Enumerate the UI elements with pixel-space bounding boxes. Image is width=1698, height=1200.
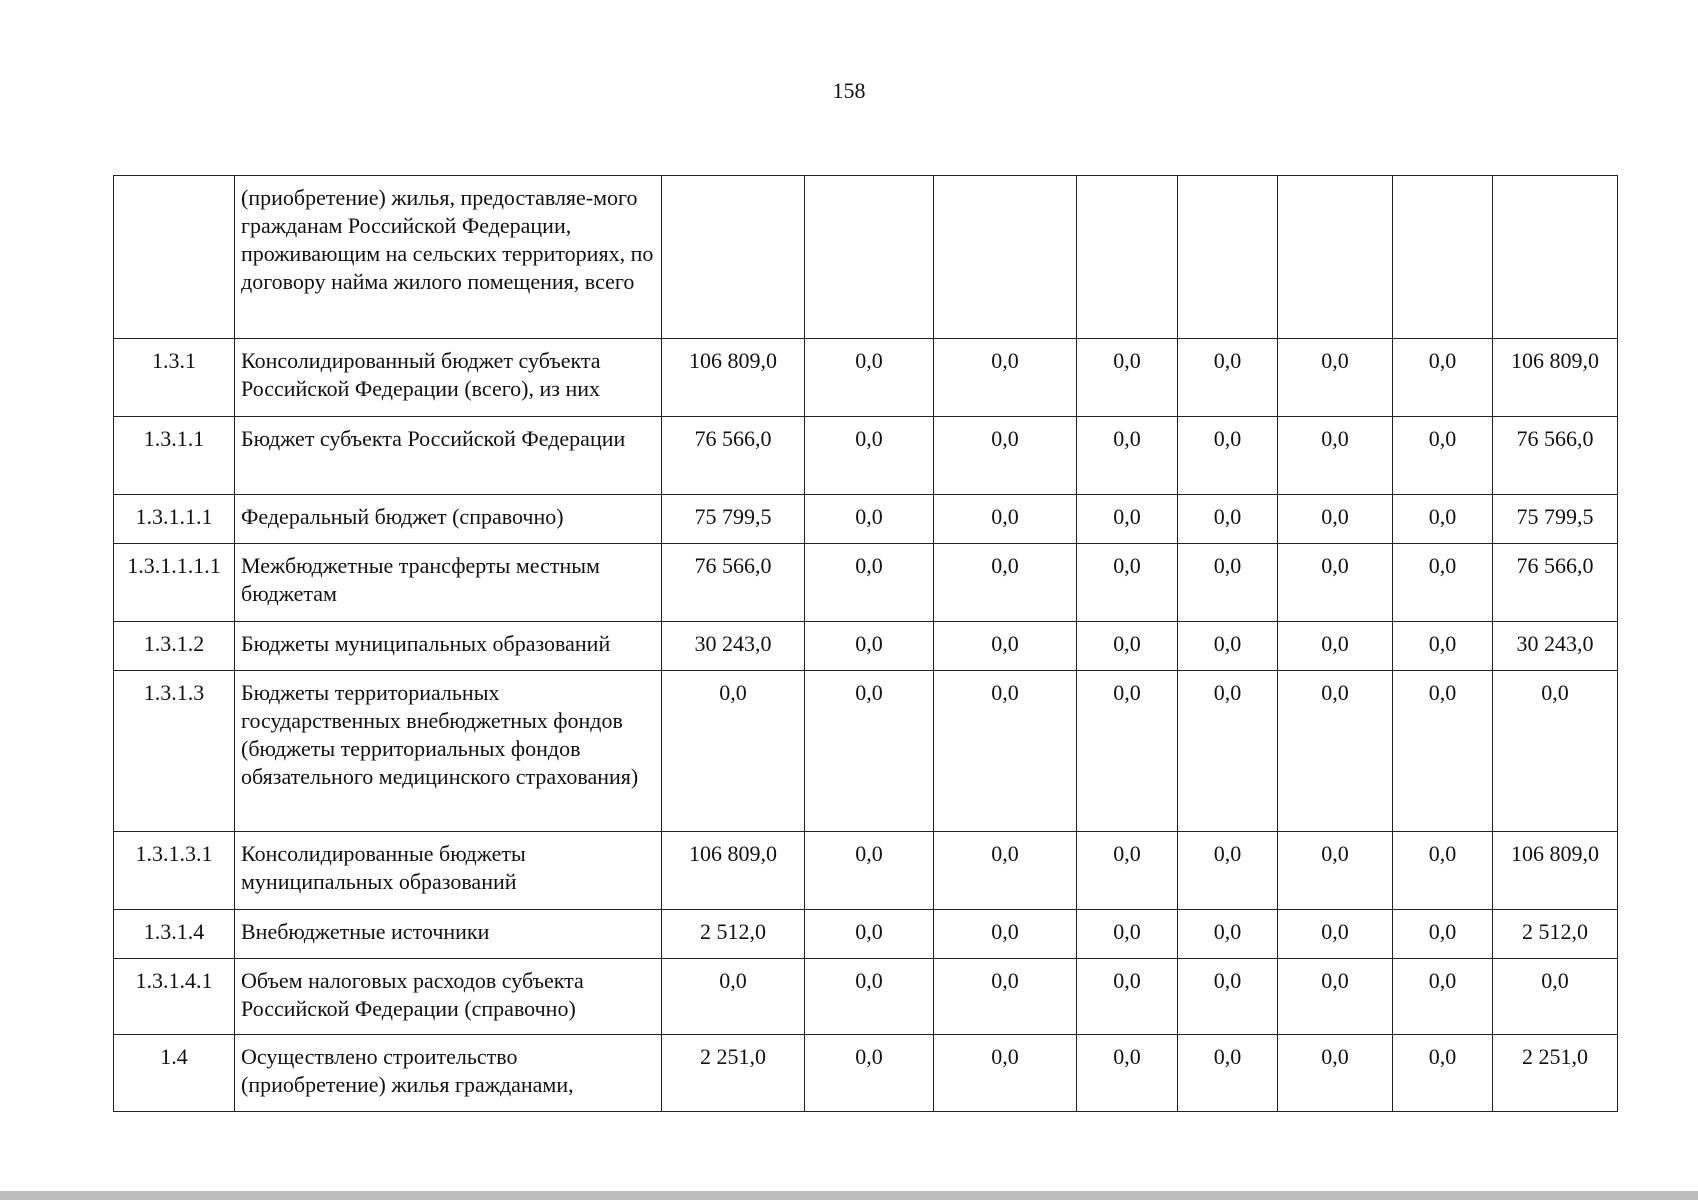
row-number: 1.3.1.3.1 <box>114 832 235 910</box>
value-cell-6: 0,0 <box>1278 1035 1393 1112</box>
value-cell-4: 0,0 <box>1077 495 1178 544</box>
value-cell-7: 0,0 <box>1393 959 1493 1035</box>
value-cell-1: 75 799,5 <box>662 495 805 544</box>
table-row <box>114 339 1618 417</box>
table-row <box>114 622 1618 671</box>
value-cell-2: 0,0 <box>805 959 934 1035</box>
table-row <box>114 832 1618 910</box>
table-row <box>114 1035 1618 1112</box>
value-cell-4: 0,0 <box>1077 544 1178 622</box>
value-cell-4: 0,0 <box>1077 622 1178 671</box>
value-cell-6: 0,0 <box>1278 544 1393 622</box>
value-cell-5: 0,0 <box>1178 417 1278 495</box>
value-cell-6 <box>1278 176 1393 339</box>
value-cell-5: 0,0 <box>1178 544 1278 622</box>
value-cell-1: 30 243,0 <box>662 622 805 671</box>
value-cell-4: 0,0 <box>1077 417 1178 495</box>
table-row <box>114 910 1618 959</box>
value-cell-5: 0,0 <box>1178 622 1278 671</box>
value-cell-2: 0,0 <box>805 910 934 959</box>
value-cell-7: 0,0 <box>1393 339 1493 417</box>
value-cell-4: 0,0 <box>1077 671 1178 832</box>
value-cell-2: 0,0 <box>805 495 934 544</box>
value-cell-8 <box>1493 176 1618 339</box>
row-number: 1.3.1.1.1 <box>114 495 235 544</box>
value-cell-7: 0,0 <box>1393 622 1493 671</box>
row-number: 1.3.1.4.1 <box>114 959 235 1035</box>
table-row <box>114 495 1618 544</box>
value-cell-6: 0,0 <box>1278 832 1393 910</box>
value-cell-6: 0,0 <box>1278 910 1393 959</box>
value-cell-6: 0,0 <box>1278 959 1393 1035</box>
row-number: 1.3.1.2 <box>114 622 235 671</box>
value-cell-5: 0,0 <box>1178 495 1278 544</box>
value-cell-3: 0,0 <box>934 339 1077 417</box>
table-row <box>114 671 1618 832</box>
value-cell-8: 2 251,0 <box>1493 1035 1618 1112</box>
value-cell-3: 0,0 <box>934 832 1077 910</box>
value-cell-7: 0,0 <box>1393 417 1493 495</box>
table-row <box>114 544 1618 622</box>
value-cell-5: 0,0 <box>1178 832 1278 910</box>
value-cell-5: 0,0 <box>1178 1035 1278 1112</box>
row-description: Консолидированные бюджеты муниципальных образований <box>235 832 662 910</box>
value-cell-4 <box>1077 176 1178 339</box>
value-cell-3: 0,0 <box>934 544 1077 622</box>
value-cell-3: 0,0 <box>934 910 1077 959</box>
value-cell-8: 2 512,0 <box>1493 910 1618 959</box>
scan-bottom-edge <box>0 1191 1698 1200</box>
value-cell-1: 76 566,0 <box>662 544 805 622</box>
value-cell-2: 0,0 <box>805 339 934 417</box>
page-number: 158 <box>832 78 866 103</box>
table-row <box>114 417 1618 495</box>
value-cell-6: 0,0 <box>1278 671 1393 832</box>
value-cell-6: 0,0 <box>1278 339 1393 417</box>
row-description: Объем налоговых расходов субъекта Российской Федерации (справочно) <box>235 959 662 1035</box>
row-description: Межбюджетные трансферты местным бюджетам <box>235 544 662 622</box>
row-description: Внебюджетные источники <box>235 910 662 959</box>
row-number: 1.4 <box>114 1035 235 1112</box>
table-row <box>114 959 1618 1035</box>
row-description: Консолидированный бюджет субъекта Российской Федерации (всего), из них <box>235 339 662 417</box>
value-cell-3: 0,0 <box>934 495 1077 544</box>
row-description: Бюджеты муниципальных образований <box>235 622 662 671</box>
value-cell-1: 2 251,0 <box>662 1035 805 1112</box>
value-cell-8: 0,0 <box>1493 671 1618 832</box>
value-cell-5: 0,0 <box>1178 959 1278 1035</box>
row-number: 1.3.1.1.1.1 <box>114 544 235 622</box>
value-cell-6: 0,0 <box>1278 622 1393 671</box>
value-cell-8: 76 566,0 <box>1493 544 1618 622</box>
value-cell-4: 0,0 <box>1077 339 1178 417</box>
row-description: Бюджет субъекта Российской Федерации <box>235 417 662 495</box>
value-cell-4: 0,0 <box>1077 910 1178 959</box>
value-cell-2: 0,0 <box>805 1035 934 1112</box>
row-number: 1.3.1.1 <box>114 417 235 495</box>
value-cell-3: 0,0 <box>934 417 1077 495</box>
value-cell-5: 0,0 <box>1178 339 1278 417</box>
value-cell-7: 0,0 <box>1393 495 1493 544</box>
value-cell-3: 0,0 <box>934 671 1077 832</box>
value-cell-5 <box>1178 176 1278 339</box>
row-number: 1.3.1.4 <box>114 910 235 959</box>
value-cell-6: 0,0 <box>1278 417 1393 495</box>
row-description: Бюджеты территориальных государственных внебюджетных фондов (бюджеты территориальных фондов обязательного медицинского страхования) <box>235 671 662 832</box>
value-cell-7: 0,0 <box>1393 544 1493 622</box>
value-cell-4: 0,0 <box>1077 959 1178 1035</box>
value-cell-1: 2 512,0 <box>662 910 805 959</box>
value-cell-8: 75 799,5 <box>1493 495 1618 544</box>
value-cell-1: 0,0 <box>662 671 805 832</box>
value-cell-1 <box>662 176 805 339</box>
value-cell-1: 106 809,0 <box>662 832 805 910</box>
value-cell-7 <box>1393 176 1493 339</box>
value-cell-7: 0,0 <box>1393 1035 1493 1112</box>
value-cell-5: 0,0 <box>1178 671 1278 832</box>
value-cell-4: 0,0 <box>1077 832 1178 910</box>
row-description: (приобретение) жилья, предоставляе-мого гражданам Российской Федерации, проживающим на сельских территориях, по договору найма жилого помещения, всего <box>235 176 662 339</box>
value-cell-7: 0,0 <box>1393 671 1493 832</box>
value-cell-2: 0,0 <box>805 832 934 910</box>
table-row <box>114 176 1618 339</box>
value-cell-8: 0,0 <box>1493 959 1618 1035</box>
row-description: Федеральный бюджет (справочно) <box>235 495 662 544</box>
value-cell-2: 0,0 <box>805 622 934 671</box>
budget-table <box>113 175 1618 1112</box>
value-cell-8: 30 243,0 <box>1493 622 1618 671</box>
value-cell-2: 0,0 <box>805 544 934 622</box>
value-cell-2: 0,0 <box>805 417 934 495</box>
value-cell-1: 0,0 <box>662 959 805 1035</box>
value-cell-3: 0,0 <box>934 959 1077 1035</box>
value-cell-8: 106 809,0 <box>1493 832 1618 910</box>
row-number: 1.3.1.3 <box>114 671 235 832</box>
value-cell-6: 0,0 <box>1278 495 1393 544</box>
value-cell-3: 0,0 <box>934 1035 1077 1112</box>
value-cell-8: 106 809,0 <box>1493 339 1618 417</box>
table-body <box>114 176 1618 1112</box>
value-cell-7: 0,0 <box>1393 832 1493 910</box>
row-number <box>114 176 235 339</box>
value-cell-7: 0,0 <box>1393 910 1493 959</box>
value-cell-2: 0,0 <box>805 671 934 832</box>
value-cell-5: 0,0 <box>1178 910 1278 959</box>
value-cell-4: 0,0 <box>1077 1035 1178 1112</box>
value-cell-2 <box>805 176 934 339</box>
value-cell-1: 76 566,0 <box>662 417 805 495</box>
row-description: Осуществлено строительство (приобретение) жилья гражданами, <box>235 1035 662 1112</box>
value-cell-3 <box>934 176 1077 339</box>
row-number: 1.3.1 <box>114 339 235 417</box>
value-cell-8: 76 566,0 <box>1493 417 1618 495</box>
value-cell-1: 106 809,0 <box>662 339 805 417</box>
value-cell-3: 0,0 <box>934 622 1077 671</box>
